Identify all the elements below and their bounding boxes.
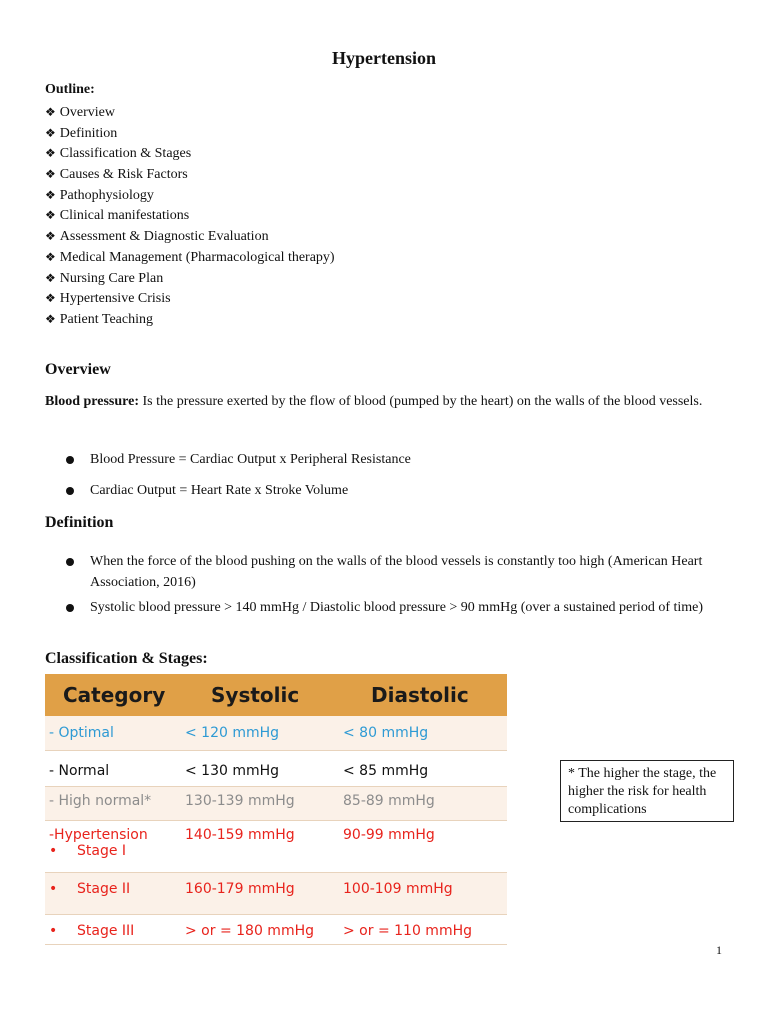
diamond-bullet-icon: ❖ xyxy=(45,105,56,119)
cell-category xyxy=(45,820,181,872)
blood-pressure-term: Blood pressure: xyxy=(45,394,139,409)
cell-category: - High normal* xyxy=(45,786,181,820)
diamond-bullet-icon: ❖ xyxy=(45,249,56,264)
outline-item: ❖ Causes & Risk Factors xyxy=(45,167,188,183)
outline-item: ❖ Classification & Stages xyxy=(45,146,192,162)
cell-diastolic: 100-109 mmHg xyxy=(339,872,507,914)
document-title: Hypertension xyxy=(331,48,436,68)
outline-label: Outline: xyxy=(45,82,95,97)
outline-item: ❖ Patient Teaching xyxy=(45,311,154,327)
outline-item: ❖ Clinical manifestations xyxy=(45,208,190,224)
table-row xyxy=(45,716,507,750)
outline-item: ❖ Assessment & Diagnostic Evaluation xyxy=(45,229,269,245)
cell-category: - Normal xyxy=(45,750,181,786)
cell-systolic: 160-179 mmHg xyxy=(181,872,339,914)
outline-item: ❖ Medical Management (Pharmacological therapy) xyxy=(45,249,335,265)
stage-bullet-icon: • xyxy=(49,842,58,859)
stage-label: Stage II xyxy=(77,880,131,897)
diamond-bullet-icon: ❖ xyxy=(45,311,56,326)
page-number: 1 xyxy=(716,943,722,957)
header-systolic: Systolic xyxy=(181,674,339,716)
table-row xyxy=(45,786,507,820)
bullet-text: When the force of the blood pushing on the walls of the blood vessels is constantly too high (American Heart Association, 2016) xyxy=(90,554,703,590)
bullet-dot-icon xyxy=(66,558,74,566)
diamond-bullet-icon: ❖ xyxy=(45,187,56,202)
bp-classification-table xyxy=(45,674,507,945)
cell-category: - Optimal xyxy=(45,716,181,750)
bullet-text: Blood Pressure = Cardiac Output x Peripheral Resistance xyxy=(90,452,411,467)
stage-bullet-icon: • xyxy=(49,880,58,897)
table-row xyxy=(45,820,507,872)
diamond-bullet-icon: ❖ xyxy=(45,291,56,306)
stage-label: Stage III xyxy=(77,922,135,939)
table-row xyxy=(45,872,507,914)
bullet-text: Cardiac Output = Heart Rate x Stroke Volume xyxy=(90,483,349,498)
cell-systolic: > or = 180 mmHg xyxy=(181,914,339,944)
cell-category xyxy=(45,914,181,944)
table-row xyxy=(45,750,507,786)
cell-diastolic: < 80 mmHg xyxy=(339,716,507,750)
stage-risk-note: * The higher the stage, the higher the risk for health complications xyxy=(560,760,734,822)
cell-diastolic: < 85 mmHg xyxy=(339,750,507,786)
cell-systolic: < 120 mmHg xyxy=(181,716,339,750)
blood-pressure-definition: Is the pressure exerted by the flow of blood (pumped by the heart) on the walls of the blood vessels. xyxy=(139,394,703,409)
header-category: Category xyxy=(45,674,181,716)
stage-label: • Stage I xyxy=(49,842,127,859)
bullet-dot-icon xyxy=(66,456,74,464)
definition-heading: Definition xyxy=(45,514,114,531)
stage-bullet-icon: • xyxy=(49,922,58,939)
bullet-text: Systolic blood pressure > 140 mmHg / Diastolic blood pressure > 90 mmHg (over a sustained period of time) xyxy=(90,600,704,615)
category-label: -Hypertension xyxy=(49,826,148,843)
outline-item: ❖ Definition xyxy=(45,125,118,141)
cell-diastolic: 90-99 mmHg xyxy=(339,820,507,872)
diamond-bullet-icon: ❖ xyxy=(45,167,56,182)
classification-heading: Classification & Stages: xyxy=(45,650,208,667)
diamond-bullet-icon: ❖ xyxy=(45,125,56,140)
cell-systolic: < 130 mmHg xyxy=(181,750,339,786)
table-row xyxy=(45,914,507,944)
diamond-bullet-icon: ❖ xyxy=(45,208,56,223)
diamond-bullet-icon: ❖ xyxy=(45,270,56,285)
diamond-bullet-icon: ❖ xyxy=(45,229,56,244)
blood-pressure-paragraph xyxy=(45,392,725,412)
table-header-row xyxy=(45,674,507,716)
outline-item: ❖ Overview xyxy=(45,105,115,120)
cell-systolic: 130-139 mmHg xyxy=(181,786,339,820)
outline-list xyxy=(45,102,335,330)
overview-heading: Overview xyxy=(45,361,111,378)
header-diastolic: Diastolic xyxy=(339,674,507,716)
cell-category xyxy=(45,872,181,914)
cell-systolic: 140-159 mmHg xyxy=(181,820,339,872)
diamond-bullet-icon: ❖ xyxy=(45,146,56,161)
cell-diastolic: > or = 110 mmHg xyxy=(339,914,507,944)
bullet-dot-icon xyxy=(66,487,74,495)
outline-item: ❖ Nursing Care Plan xyxy=(45,270,164,286)
outline-item: ❖ Pathophysiology xyxy=(45,187,154,203)
bullet-dot-icon xyxy=(66,604,74,612)
cell-diastolic: 85-89 mmHg xyxy=(339,786,507,820)
outline-item: ❖ Hypertensive Crisis xyxy=(45,291,171,307)
